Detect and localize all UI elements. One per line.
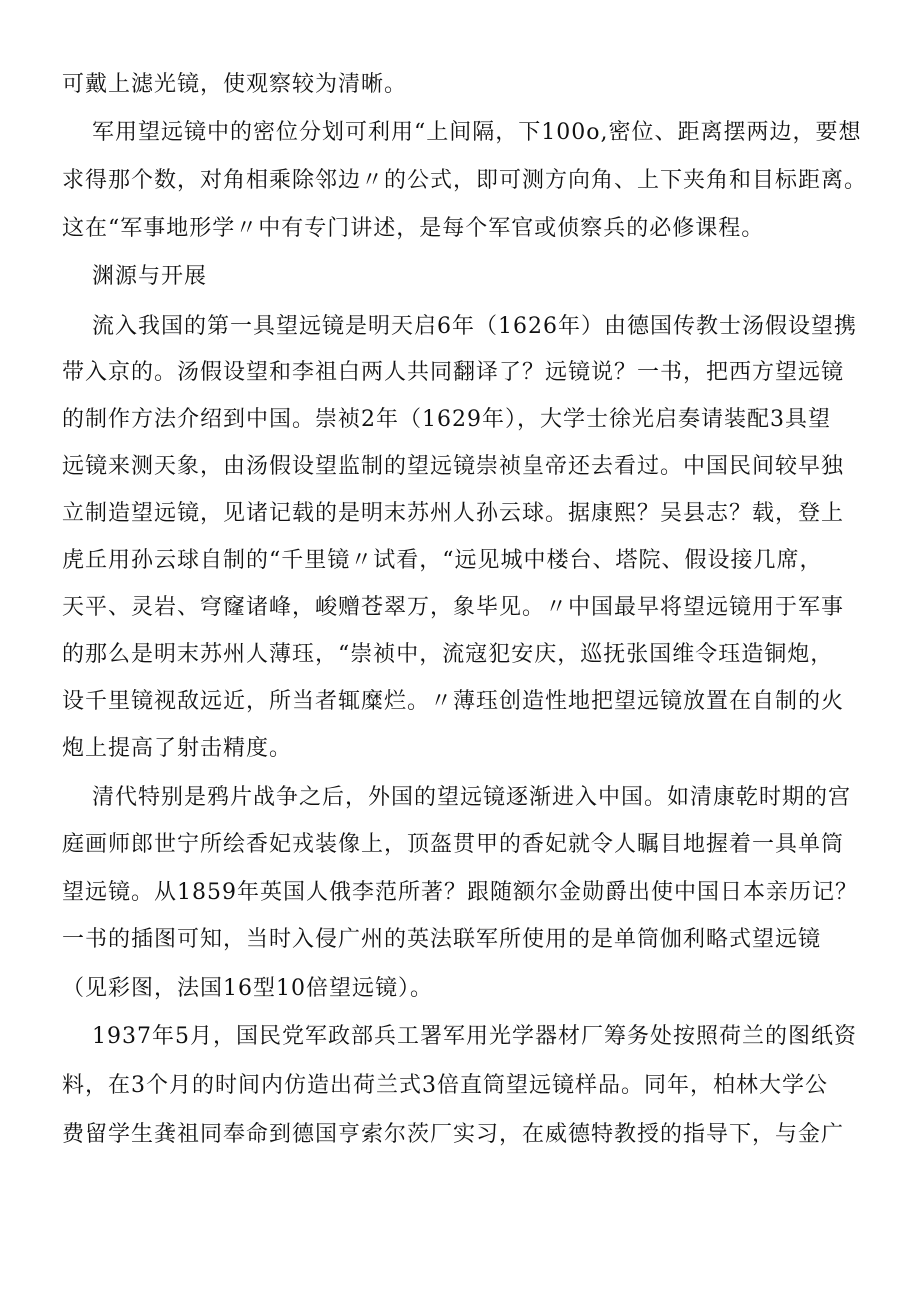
text-line: 1937年5月，国民党军政部兵工署军用光学器材厂筹务处按照荷兰的图纸资 [92, 1024, 857, 1049]
text-line: 带入京的。汤假设望和李祖白两人共同翻译了？远镜说？一书，把西方望远镜 [62, 360, 845, 385]
text-line: 军用望远镜中的密位分划可利用“上间隔，下100o,密位、距离摆两边，要想 [92, 120, 862, 145]
text-line: （见彩图，法国16型10倍望远镜）。 [62, 976, 433, 1001]
text-line: 可戴上滤光镜，使观察较为清晰。 [62, 72, 408, 97]
text-line: 远镜来测天象，由汤假设望监制的望远镜崇祯皇帝还去看过。中国民间较早独 [62, 454, 845, 479]
text-line: 这在“军事地形学〃中有专门讲述，是每个军官或侦察兵的必修课程。 [62, 216, 765, 241]
text-line: 料，在3个月的时间内仿造出荷兰式3倍直筒望远镜样品。同年，柏林大学公 [62, 1073, 828, 1098]
text-line: 庭画师郎世宁所绘香妃戎装像上，顶盔贯甲的香妃就令人瞩目地握着一具单筒 [62, 832, 845, 857]
section-heading: 渊源与开展 [92, 264, 208, 289]
text-line: 流入我国的第一具望远镜是明天启6年（1626年）由德国传教士汤假设望携 [92, 314, 857, 339]
text-line: 一书的插图可知，当时入侵广州的英法联军所使用的是单筒伽利略式望远镜 [62, 927, 822, 952]
text-line: 炮上提高了射击精度。 [62, 736, 293, 761]
text-line: 清代特别是鸦片战争之后，外国的望远镜逐渐进入中国。如清康乾时期的宫 [92, 785, 852, 810]
text-line: 费留学生龚祖同奉命到德国亨索尔茨厂实习，在威德特教授的指导下，与金广 [62, 1122, 845, 1147]
text-line: 设千里镜视敌远近，所当者辄糜烂。〃薄珏创造性地把望远镜放置在自制的火 [62, 689, 845, 714]
text-line: 立制造望远镜，见诸记载的是明末苏州人孙云球。据康熙？吴县志？载，登上 [62, 501, 845, 526]
text-line: 求得那个数，对角相乘除邻边〃的公式，即可测方向角、上下夹角和目标距离。 [62, 168, 868, 193]
text-line: 的那么是明末苏州人薄珏，“崇祯中，流寇犯安庆，巡抚张国维令珏造铜炮， [62, 642, 834, 667]
text-line: 望远镜。从1859年英国人俄李范所著？跟随额尔金勋爵出使中国日本亲历记？ [62, 880, 858, 905]
text-line: 虎丘用孙云球自制的“千里镜〃试看，“远见城中楼台、塔院、假设接几席， [62, 548, 823, 573]
text-line: 的制作方法介绍到中国。崇祯2年（1629年），大学士徐光启奏请装配3具望 [62, 407, 831, 432]
text-line: 天平、灵岩、穹窿诸峰，峻赠苍翠万，象毕见。〃中国最早将望远镜用于军事 [62, 595, 845, 620]
